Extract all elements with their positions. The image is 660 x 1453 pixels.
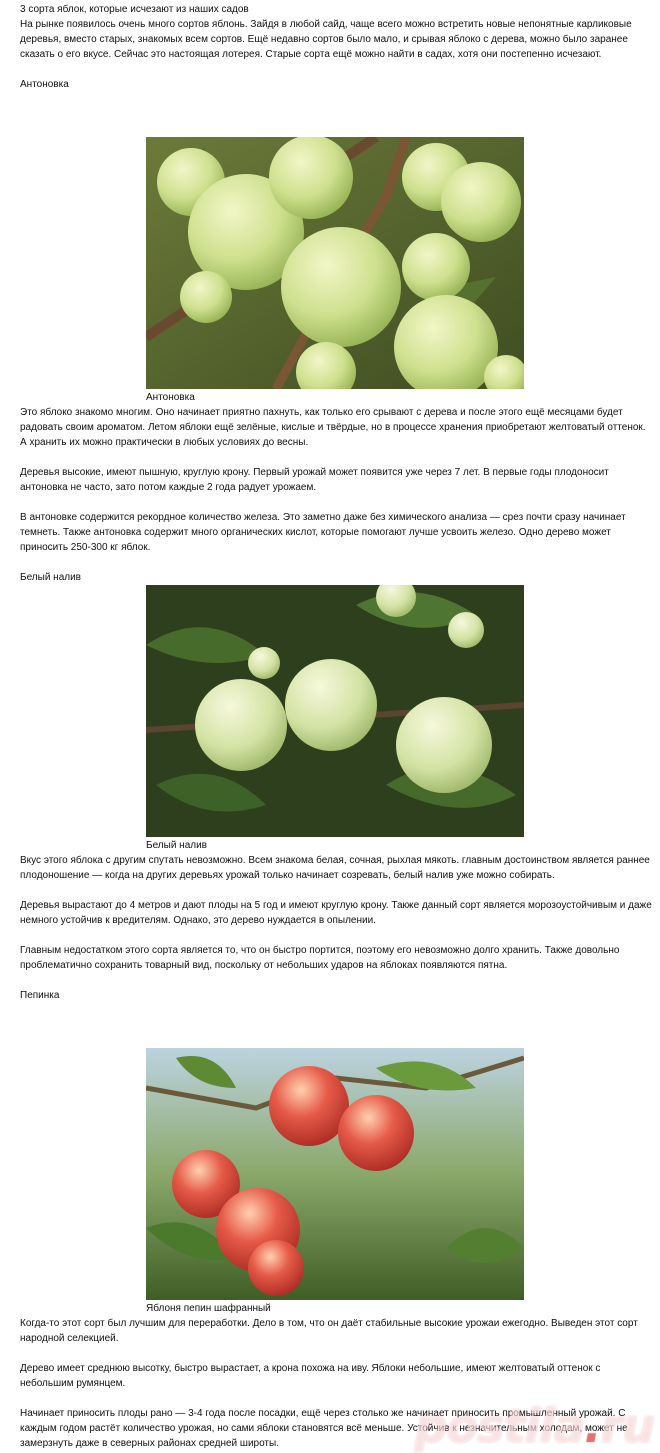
paragraph: Главным недостатком этого сорта является то, что он быстро портится, поэтому его невозможно долго хранить. Также довольно проблематично сохранить товарный вид, поскольку от небольших ударов на яблоках появляются пятна.	[20, 945, 620, 971]
article-title: 3 сорта яблок, которые исчезают из наших садов	[20, 4, 249, 15]
article-intro: На рынке появилось очень много сортов яблонь. Зайдя в любой сайд, чаще всего можно встретить новые непонятные карликовые деревья, вместо старых, знакомых всем сортов. Ещё недавно сортов было мало, и срывая яблоко с дерева, можно было заранее сказать о его вкусе. Сейчас это настоящая лотерея. Старые сорта ещё можно найти в садах, хотя они постепенно исчезают.	[20, 19, 632, 60]
figure-belyi-naliv	[146, 585, 524, 853]
section-heading-antonovka: Антоновка	[20, 79, 69, 90]
figure-pepinka	[146, 1048, 524, 1316]
paragraph: Дерево имеет среднюю высотку, быстро вырастает, а крона похожа на иву. Яблоки небольшие, имеют желтоватый оттенок с небольшим румянцем.	[20, 1363, 601, 1389]
paragraph: Когда-то этот сорт был лучшим для переработки. Дело в том, что он даёт стабильные высокие урожаи ежегодно. Выведен этот сорт народной селекцией.	[20, 1318, 638, 1344]
belyi-naliv-apple-photo	[146, 585, 524, 837]
figure-antonovka	[146, 137, 524, 405]
paragraph: В антоновке содержится рекордное количество железа. Это заметно даже без химического анализа — срез почти сразу начинает темнеть. Также антоновка содержит много органических кислот, которые помогают лучше усвоить железо. Одно дерево может приносить 250-300 кг яблок.	[20, 512, 626, 553]
antonovka-apple-photo	[146, 137, 524, 389]
paragraph: Это яблоко знакомо многим. Оно начинает приятно пахнуть, как только его срывают с дерева и после этого ещё месяцами будет радовать своим ароматом. Летом яблоки ещё зелёные, кислые и твёрдые, но в процессе хранения приобретают желтоватый оттенок. А хранить их можно практически в любых условиях до весны.	[20, 407, 646, 448]
paragraph: Деревья высокие, имеют пышную, круглую крону. Первый урожай может появится уже через 7 лет. В первые годы плодоносит антоновка не часто, зато потом каждые 2 года радует урожаем.	[20, 467, 609, 493]
postila-watermark-logo: postila.ru	[414, 1399, 654, 1453]
section-heading-pepinka: Пепинка	[20, 990, 60, 1001]
article	[20, 2, 652, 1451]
figure-caption: Антоновка	[146, 392, 195, 403]
paragraph: Начинает приносить плоды рано — 3-4 года после посадки, ещё через столько же начинает приносить промышленный урожай. С каждым годом растёт количество урожая, но сами яблоки становятся всё меньше. Устойчив к незначительным холодам, может не замерзнуть даже в северных районах средней широты.	[20, 1408, 628, 1449]
figure-caption: Белый налив	[146, 840, 207, 851]
section-heading-belyi-naliv: Белый налив	[20, 572, 81, 583]
paragraph: Деревья вырастают до 4 метров и дают плоды на 5 год и имеют круглую крону. Также данный сорт является морозоустойчивым и даже немного устойчив к вредителям. Однако, это дерево нуждается в опылении.	[20, 900, 652, 926]
pepinka-apple-photo	[146, 1048, 524, 1300]
figure-caption: Яблоня пепин шафранный	[146, 1303, 271, 1314]
paragraph: Вкус этого яблока с другим спутать невозможно. Всем знакома белая, сочная, рыхлая мякоть. главным достоинством является раннее плодоношение — когда на других деревьях урожай только начинает созревать, белый налив уже можно собирать.	[20, 855, 650, 881]
